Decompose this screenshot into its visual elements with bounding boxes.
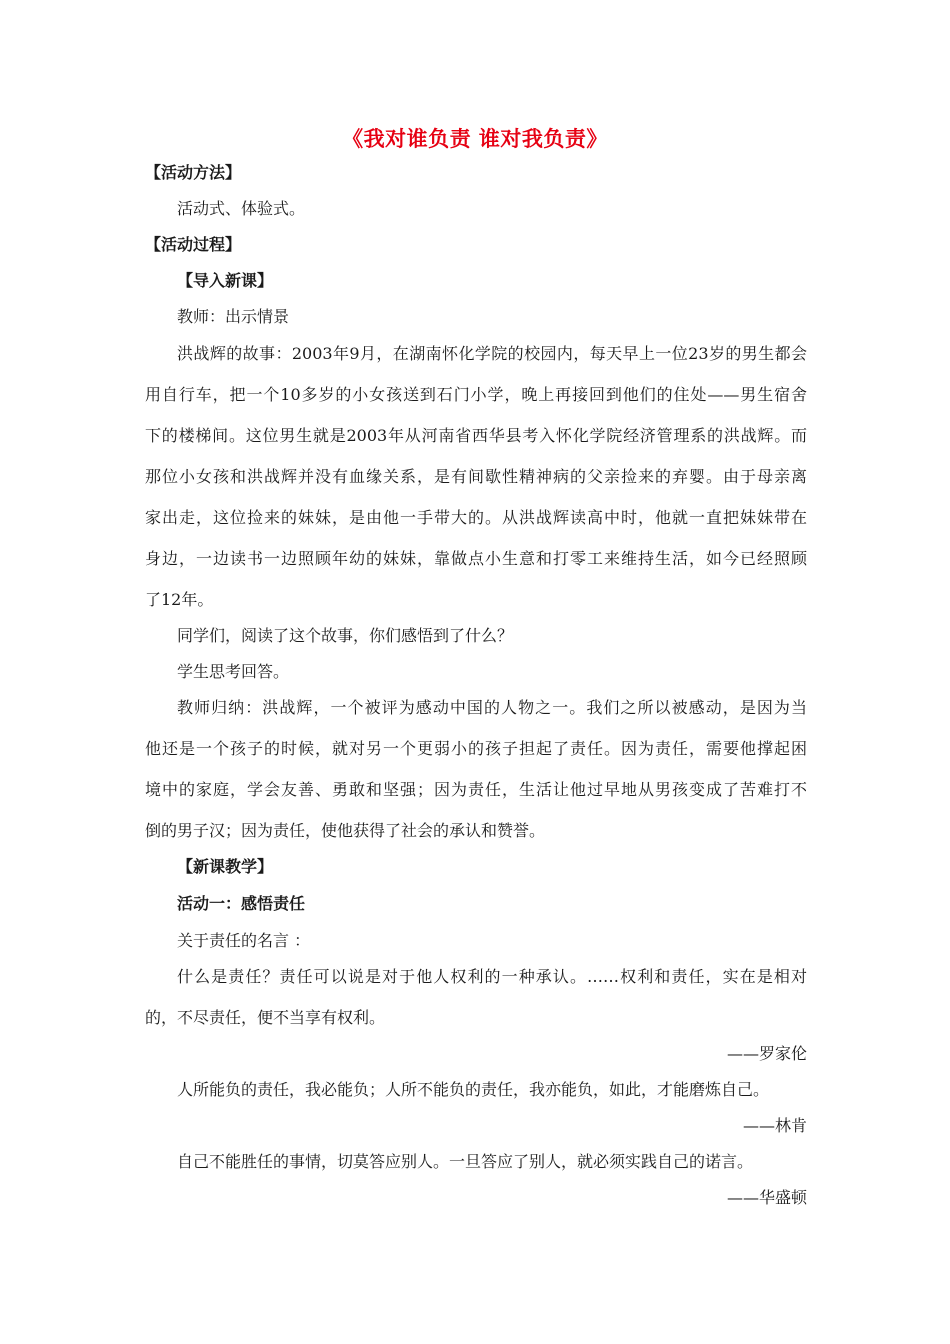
story-line: 洪战辉的故事：2003年9月，在湖南怀化学院的校园内，每天早上一位23岁的男生都会 (177, 344, 807, 363)
story-line: 家出走，这位捡来的妹妹，是由他一手带大的。从洪战辉读高中时，他就一直把妹妹带在 (145, 508, 807, 527)
story-line: 用自行车，把一个10多岁的小女孩送到石门小学，晚上再接回到他们的住处——男生宿舍 (145, 385, 807, 404)
heading-new-lesson: 【新课教学】 (177, 857, 274, 876)
story-line: 了12年。 (145, 590, 214, 609)
quote2-author: ——林肯 (742, 1116, 807, 1135)
question-text: 同学们，阅读了这个故事，你们感悟到了什么？ (177, 626, 514, 645)
method-text: 活动式、体验式。 (177, 199, 306, 218)
student-answer: 学生思考回答。 (177, 662, 290, 681)
quotes-intro: 关于责任的名言 ： (177, 931, 311, 950)
summary-line: 倒的男子汉；因为责任，使他获得了社会的承认和赞誉。 (145, 821, 546, 840)
story-line: 那位小女孩和洪战辉并没有血缘关系，是有间歇性精神病的父亲捡来的弃婴。由于母亲离 (145, 467, 807, 486)
story-line: 下的楼梯间。这位男生就是2003年从河南省西华县考入怀化学院经济管理系的洪战辉。而 (145, 426, 807, 445)
teacher-show: 教师：出示情景 (177, 307, 290, 326)
document-title: 《我对谁负责 谁对我负责》 (342, 126, 608, 151)
summary-line: 他还是一个孩子的时候，就对另一个更弱小的孩子担起了责任。因为责任，需要他撑起困 (145, 739, 807, 758)
heading-method: 【活动方法】 (145, 163, 242, 182)
heading-process: 【活动过程】 (145, 235, 242, 254)
heading-intro: 【导入新课】 (177, 271, 274, 290)
quote3-text: 自己不能胜任的事情，切莫答应别人。一旦答应了别人，就必须实践自己的诺言。 (177, 1152, 754, 1171)
quote2-text: 人所能负的责任，我必能负；人所不能负的责任，我亦能负，如此，才能磨炼自己。 (177, 1080, 770, 1099)
quote1-line: 什么是责任？责任可以说是对于他人权利的一种承认。……权利和责任，实在是相对 (177, 967, 807, 986)
quote1-author: ——罗家伦 (726, 1044, 807, 1063)
quote3-author: ——华盛顿 (726, 1188, 807, 1207)
summary-line: 教师归纳：洪战辉，一个被评为感动中国的人物之一。我们之所以被感动，是因为当 (177, 698, 807, 717)
story-line: 身边，一边读书一边照顾年幼的妹妹，靠做点小生意和打零工来维持生活，如今已经照顾 (145, 549, 807, 568)
summary-line: 境中的家庭，学会友善、勇敢和坚强；因为责任，生活让他过早地从男孩变成了苦难打不 (145, 780, 807, 799)
quote1-line: 的，不尽责任，便不当享有权利。 (145, 1008, 386, 1027)
heading-activity-1: 活动一：感悟责任 (177, 894, 306, 913)
